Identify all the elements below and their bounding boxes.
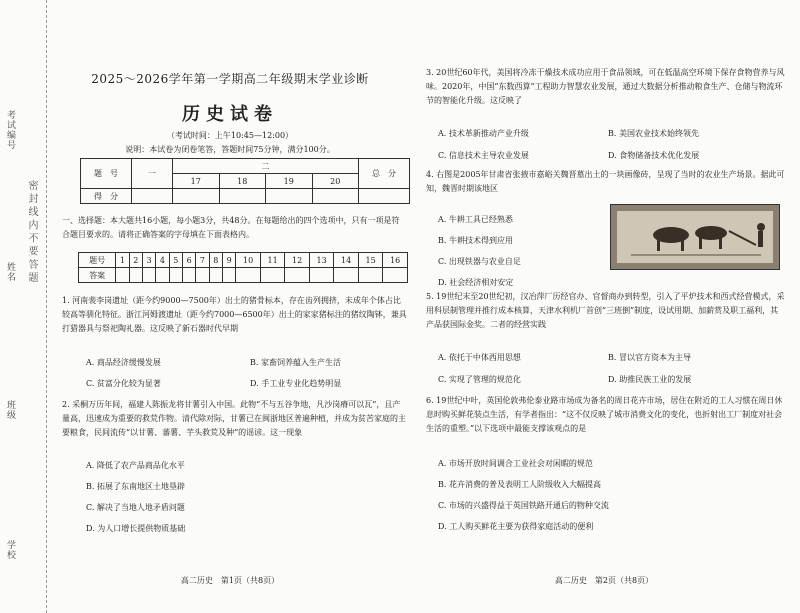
answer-cell[interactable]: [142, 268, 155, 283]
exam-note: 说明：本试卷为闭卷笔答，答题时间75分钟，满分100分。: [125, 145, 335, 154]
score-cell[interactable]: [266, 189, 313, 204]
q6-option-c: C. 市场的兴盛得益于英国铁路开通后的物种交流: [438, 501, 609, 510]
q2-option-d: D. 为人口增长提供物质基础: [86, 524, 186, 533]
answer-cell[interactable]: [129, 268, 142, 283]
q5-option-a: A. 依托于中体西用思想: [438, 353, 521, 362]
q17-header: 17: [173, 174, 220, 189]
answer-number: 5: [169, 253, 182, 268]
q5-option-c: C. 实现了管理的规范化: [438, 375, 521, 384]
section-one-instructions: 一、选择题：本大题共16小题，每小题3分，共48分。在每题给出的四个选项中，只有一项是符合题目要求的。请将正确答案的字母填在下面表格内。: [62, 216, 400, 239]
answer-cell[interactable]: [334, 268, 359, 283]
answer-cell[interactable]: [383, 268, 408, 283]
question-5: 5. 19世纪末至20世纪初，汉冶萍厂历经官办、官督商办到转型，引入了平炉技术和西式经营模式，采用科层制管理并推行成本核算，天津水利机厂首创“三班倒”制度，设试用期、加薪赏及职工福利，其产品获国际金奖。二者的经营实践: [426, 292, 785, 329]
subject-title: 历史试卷: [182, 104, 278, 125]
answer-number: 13: [309, 253, 334, 268]
q6-option-a: A. 市场开放时间调合工业社会对闲暇的规范: [438, 459, 593, 468]
answer-number: 7: [196, 253, 209, 268]
answer-cell[interactable]: [358, 268, 383, 283]
question-4: 4. 右图是2005年甘肃省张掖市嘉峪关魏晋墓出土的一块画像砖，呈现了当时的农业生产场景。据此可知，魏晋时期该地区: [426, 170, 785, 193]
answer-cell[interactable]: [169, 268, 182, 283]
section-two-header: 二: [173, 159, 359, 174]
score-row-label: 得 分: [81, 189, 132, 204]
total-header: 总 分: [359, 159, 410, 189]
q6-option-b: B. 花卉消费的普及表明工人阶级收入大幅提高: [438, 480, 601, 489]
answer-number: 3: [142, 253, 155, 268]
answer-table: [78, 252, 408, 283]
q1-option-d: D. 手工业专业化趋势明显: [250, 379, 342, 388]
answer-number: 16: [383, 253, 408, 268]
answer-number: 11: [260, 253, 285, 268]
q3-option-c: C. 信息技术主导农业发展: [438, 151, 529, 160]
answer-cell[interactable]: [309, 268, 334, 283]
q6-option-d: D. 工人购买鲜花主要为获得家庭活动的便利: [438, 522, 594, 531]
answer-cell[interactable]: [260, 268, 285, 283]
q3-option-a: A. 技术革新推动产业升级: [438, 129, 529, 138]
brick-illustration: [611, 205, 779, 269]
answer-number: 2: [129, 253, 142, 268]
answer-cell[interactable]: [209, 268, 222, 283]
exam-title: 2025～2026学年第一学期高二年级期末学业诊断: [91, 72, 369, 86]
q3-option-d: D. 食物储备技术优化发展: [608, 151, 700, 160]
left-page: [50, 0, 410, 613]
answer-cell[interactable]: [156, 268, 169, 283]
q3-option-b: B. 美国农业技术始终领先: [608, 129, 699, 138]
question-number-header: 题 号: [81, 159, 132, 189]
q5-option-b: B. 冒以官方资本为主导: [608, 353, 691, 362]
answer-cell[interactable]: [236, 268, 261, 283]
answer-cell[interactable]: [196, 268, 209, 283]
score-cell[interactable]: [132, 189, 173, 204]
q20-header: 20: [312, 174, 359, 189]
answer-cell[interactable]: [285, 268, 310, 283]
answer-number: 12: [285, 253, 310, 268]
name-label: 姓名: [5, 262, 15, 282]
score-cell[interactable]: [173, 189, 220, 204]
answer-number: 6: [182, 253, 195, 268]
q5-option-d: D. 助推民族工业的发展: [608, 375, 692, 384]
answer-number: 9: [222, 253, 235, 268]
answer-number: 8: [209, 253, 222, 268]
answer-number: 10: [236, 253, 261, 268]
answer-row-label: 答案: [79, 268, 116, 283]
page-1-footer: 高二历史 第1页（共8页）: [180, 576, 280, 585]
score-cell[interactable]: [219, 189, 266, 204]
answer-number: 14: [334, 253, 359, 268]
answer-cell[interactable]: [182, 268, 195, 283]
binding-margin: [0, 0, 47, 613]
exam-time: （考试时间：上午10:45—12:00）: [166, 131, 294, 140]
q19-header: 19: [266, 174, 313, 189]
section-one-header: 一: [132, 159, 173, 189]
q18-header: 18: [219, 174, 266, 189]
school-label: 学校: [5, 540, 15, 560]
q4-option-d: D. 社会经济相对安定: [438, 278, 514, 287]
answer-number: 4: [156, 253, 169, 268]
question-1: 1. 河南裴李岗遗址（距今约9000—7500年）出土的猪骨标本，存在齿列拥挤，未成年个体占比较高等驯化特征。浙江河姆渡遗址（距今约7000—6500年）出土的家家猪标注的猪纹陶钵，兼具打猎器具与祭祀陶礼器。这反映了新石器时代早期: [62, 296, 407, 333]
question-6: 6. 19世纪中叶，英国伦敦弗伦泰业路市场成为备名的周日花卉市场，居住在附近的工人习惯在周日休息时购买鲜花装点生活，有学者指出：“这不仅反映了城市消费文化的变化，也折射出工厂制度对社会生活的重塑。”以下选项中最能支撑该观点的是: [426, 396, 783, 433]
painted-brick-image: [610, 204, 780, 270]
q4-option-a: A. 牛耕工具已经熟悉: [438, 215, 513, 224]
q2-option-b: B. 拓展了东南地区土地垦辟: [86, 482, 185, 491]
right-page: [418, 0, 790, 613]
seal-line-text: 密 封 线 内 不 要 答 题: [26, 180, 37, 283]
answer-number: 15: [358, 253, 383, 268]
question-2: 2. 采桐万历年间，福建人陈振龙将甘薯引入中国。此物“不与五谷争地，凡沙岗瘠可以瓦”，且产量高，迅速成为重要的救荒作物。清代除对际，甘薯已在闽浙地区普遍种植，并成为贫苦家庭的主要粮食，民间流传“以甘薯、蕃薯、芋头救荒及种”的谣谚。这一现象: [62, 400, 406, 437]
q4-option-c: C. 出现铁器与农业自足: [438, 257, 521, 266]
exam-number-label: 考试编号: [5, 110, 15, 150]
score-cell[interactable]: [359, 189, 410, 204]
q1-option-b: B. 家畜饲养蕴入生产生活: [250, 358, 341, 367]
answer-table-header: 题号: [79, 253, 116, 268]
answer-cell[interactable]: [222, 268, 235, 283]
q2-option-a: A. 降低了农产品商品化水平: [86, 461, 185, 470]
score-table: [80, 158, 410, 204]
question-3: 3. 20世纪60年代，美国将冷冻干燥技术成功应用于食品领域，可在低温高空环境下保存食物营养与风味。2020年，中国“东数西算”工程助力智慧农业发展，通过大数据分析推动粮食生产、仓储与物流环节的智能化升级。这反映了: [426, 68, 785, 105]
q2-option-c: C. 解决了当地人地矛盾问题: [86, 503, 185, 512]
page-2-footer: 高二历史 第2页（共8页）: [554, 576, 654, 585]
q1-option-c: C. 贫富分化较为显著: [86, 379, 161, 388]
class-label: 班级: [5, 400, 15, 420]
q1-option-a: A. 商品经济缓慢发展: [86, 358, 161, 367]
score-cell[interactable]: [312, 189, 359, 204]
q4-option-b: B. 牛耕技术得到应用: [438, 236, 513, 245]
answer-cell[interactable]: [116, 268, 129, 283]
answer-number: 1: [116, 253, 129, 268]
